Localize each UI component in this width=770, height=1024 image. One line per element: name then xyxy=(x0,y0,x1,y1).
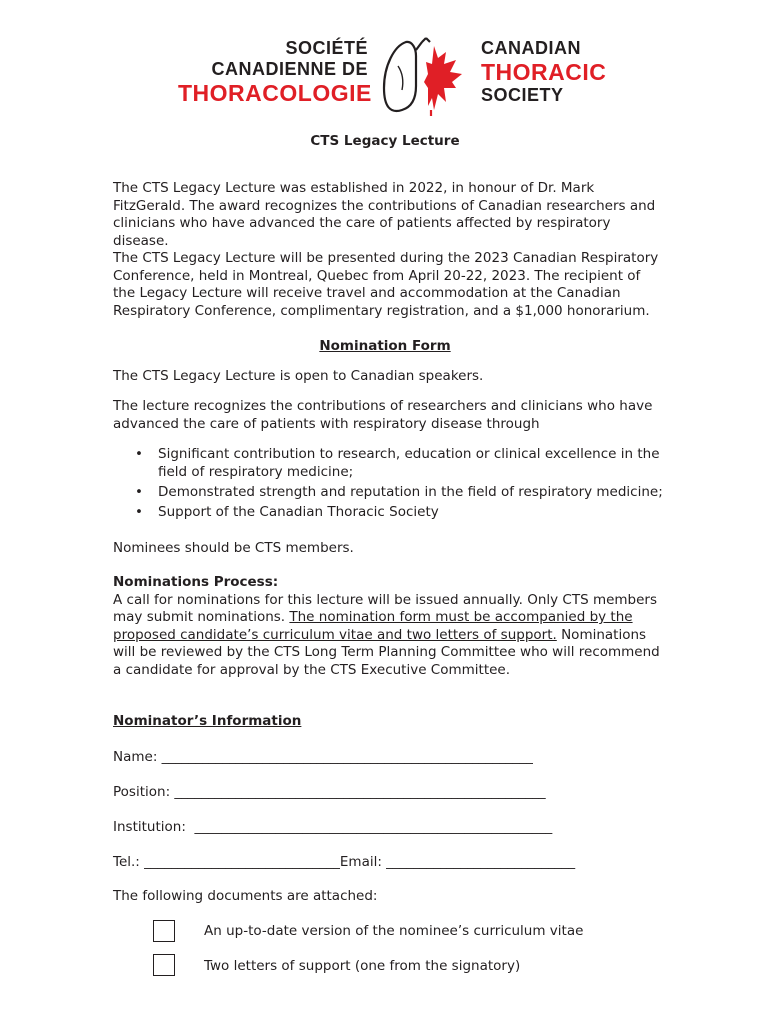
letters-checkbox[interactable] xyxy=(153,954,175,976)
bullet-icon: • xyxy=(135,446,143,462)
tel-email-field[interactable]: Tel.: _____________________________Email: ____________________________ xyxy=(113,854,576,870)
nominator-heading: Nominator’s Information xyxy=(113,713,302,729)
criteria-text: Support of the Canadian Thoracic Society xyxy=(158,503,439,520)
process-text-requirement: The nomination form must be accompanied by the proposed candidate’s curriculum vitae and two letters of support. xyxy=(113,609,633,643)
list-item xyxy=(113,484,673,502)
presentation-paragraph: The CTS Legacy Lecture will be presented during the 2023 Canadian Respiratory Conference, held in Montreal, Quebec from April 20-22, 2023. The recipient of the Legacy Lecture will receive travel and accommodation at the Canadian Respiratory Conference, complimentary registration, and a $1,000 honorarium. xyxy=(113,250,659,319)
document-title: CTS Legacy Lecture xyxy=(310,133,460,149)
logo-en-line2: THORACIC xyxy=(481,59,607,85)
recognizes-text: The lecture recognizes the contributions of researchers and clinicians who have advanced the care of patients with respiratory disease through xyxy=(113,398,653,432)
logo-fr-line1: SOCIÉTÉ xyxy=(285,38,368,58)
criteria-list xyxy=(113,446,673,524)
position-field[interactable]: Position: _______________________________________________________ xyxy=(113,784,546,800)
criteria-text: Significant contribution to research, education or clinical excellence in the field of respiratory medicine; xyxy=(158,446,660,480)
logo-french-text xyxy=(178,38,372,106)
members-note: Nominees should be CTS members. xyxy=(113,540,354,556)
process-text-part3: Nominations will be reviewed by the CTS Long Term Planning Committee who will recommend a candidate for approval by the CTS Executive Committee. xyxy=(113,626,660,678)
logo-en-line1: CANADIAN xyxy=(481,38,581,58)
criteria-text: Demonstrated strength and reputation in the field of respiratory medicine; xyxy=(158,483,663,500)
process-text-part1: A call for nominations for this lecture will be issued annually. Only CTS members may submit nominations. xyxy=(113,591,658,626)
open-to-text: The CTS Legacy Lecture is open to Canadian speakers. xyxy=(113,368,484,384)
list-item xyxy=(113,446,673,481)
list-item xyxy=(113,504,673,522)
name-field[interactable]: Name: _______________________________________________________ xyxy=(113,749,533,765)
intro-paragraph: The CTS Legacy Lecture was established in 2022, in honour of Dr. Mark FitzGerald. The award recognizes the contributions of Canadian researchers and clinicians who have advanced the care of patients affected by respiratory disease. xyxy=(113,180,656,249)
cv-checkbox[interactable] xyxy=(153,920,175,942)
logo-english-text xyxy=(481,38,606,106)
logo-fr-line2: CANADIENNE DE xyxy=(211,59,368,79)
lungs-maple-leaf-icon xyxy=(376,36,476,118)
bullet-icon: • xyxy=(135,483,143,500)
bullet-icon: • xyxy=(135,503,143,520)
process-heading: Nominations Process: xyxy=(113,574,279,590)
process-section xyxy=(113,574,663,680)
cv-checkbox-label: An up-to-date version of the nominee’s curriculum vitae xyxy=(204,923,584,939)
nomination-form-heading: Nomination Form xyxy=(319,338,451,354)
logo-fr-line3: THORACOLOGIE xyxy=(178,80,372,106)
institution-field[interactable]: Institution: _____________________________________________________ xyxy=(113,819,553,835)
logo-en-line3: SOCIETY xyxy=(481,85,564,105)
attached-heading: The following documents are attached: xyxy=(113,888,378,904)
letters-checkbox-label: Two letters of support (one from the signatory) xyxy=(204,958,521,974)
